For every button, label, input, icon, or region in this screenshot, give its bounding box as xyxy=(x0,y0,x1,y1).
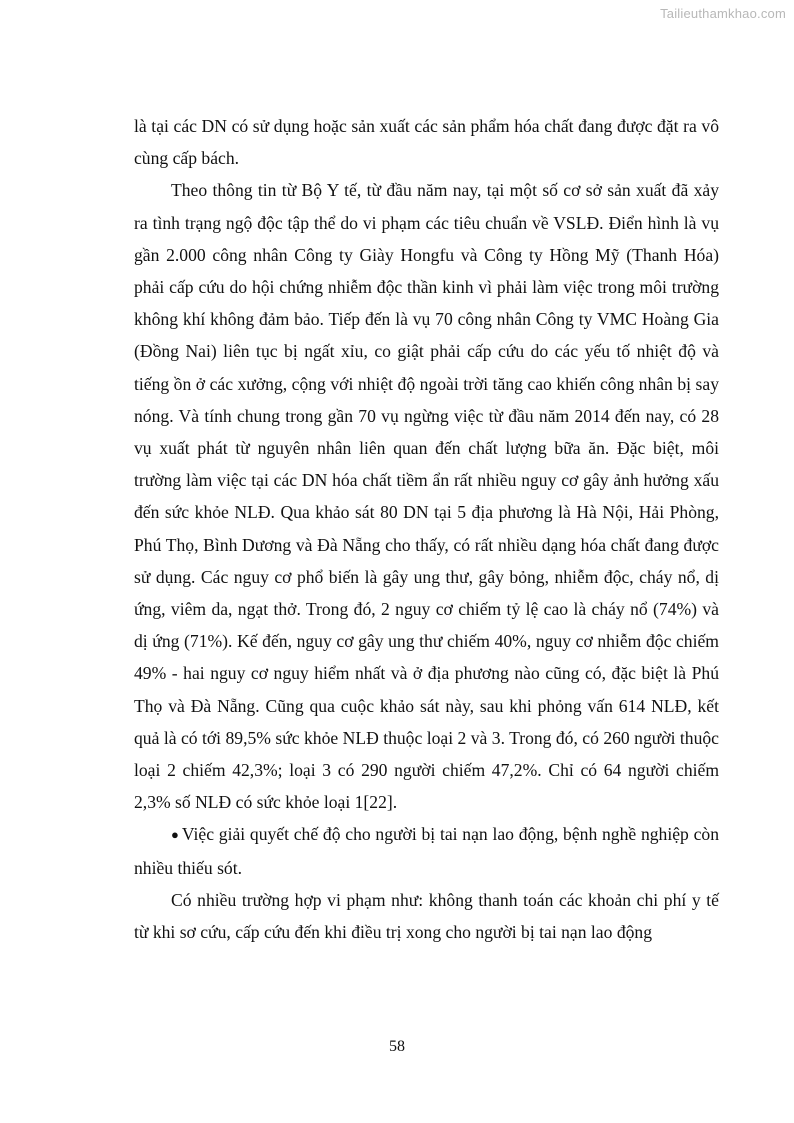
paragraph-continuation: là tại các DN có sử dụng hoặc sản xuất các sản phẩm hóa chất đang được đặt ra vô cùng cấp bách. xyxy=(134,116,719,169)
paragraph-violations: Có nhiều trường hợp vi phạm như: không thanh toán các khoản chi phí y tế từ khi sơ cứu, cấp cứu đến khi điều trị xong cho người bị tai nạn lao động xyxy=(134,889,719,943)
bullet-text: Việc giải quyết chế độ cho người bị tai nạn lao động, bệnh nghề nghiệp còn nhiều thiếu sót. xyxy=(134,824,719,878)
bullet-heading-compensation xyxy=(134,818,719,883)
bullet-icon: ● xyxy=(171,827,179,843)
paragraph-poisoning-incidents: Theo thông tin từ Bộ Y tế, từ đầu năm nay, tại một số cơ sở sản xuất đã xảy ra tình trạng ngộ độc tập thể do vi phạm các tiêu chuẩn về VSLĐ. Điển hình là vụ gần 2.000 công nhân Công ty Giày Hongfu và Công ty Hồng Mỹ (Thanh Hóa) phải cấp cứu do hội chứng nhiễm độc thần kinh vì phải làm việc trong môi trường không khí không đảm bảo. Tiếp đến là vụ 70 công nhân Công ty VMC Hoàng Gia (Đồng Nai) liên tục bị ngất xỉu, co giật phải cấp cứu do các yếu tố nhiệt độ và tiếng ồn ở các xưởng, cộng với nhiệt độ ngoài trời tăng cao khiến công nhân bị say nóng. Và tính chung trong gần 70 vụ ngừng việc từ đầu năm 2014 đến nay, có 28 vụ xuất phát từ nguyên nhân liên quan đến chất lượng bữa ăn. Đặc biệt, môi trường làm việc tại các DN hóa chất tiềm ẩn rất nhiều nguy cơ gây ảnh hưởng xấu đến sức khỏe NLĐ. Qua khảo sát 80 DN tại 5 địa phương là Hà Nội, Hải Phòng, Phú Thọ, Bình Dương và Đà Nẵng cho thấy, có rất nhiều dạng hóa chất đang được sử dụng. Các nguy cơ phổ biến là gây ung thư, gây bỏng, nhiễm độc, cháy nổ, dị ứng, viêm da, ngạt thở. Trong đó, 2 nguy cơ chiếm tỷ lệ cao là cháy nổ (74%) và dị ứng (71%). Kế đến, nguy cơ gây ung thư chiếm 40%, nguy cơ nhiễm độc chiếm 49% - hai nguy cơ nguy hiểm nhất và ở địa phương nào cũng có, đặc biệt là Phú Thọ và Đà Nẵng. Cũng qua cuộc khảo sát này, sau khi phỏng vấn 614 NLĐ, kết quả là có tới 89,5% sức khỏe NLĐ thuộc loại 2 và 3. Trong đó, có 260 người thuộc loại 2 chiếm 42,3%; loại 3 có 290 người chiếm 47,2%. Chỉ có 64 người chiếm 2,3% số NLĐ có sức khỏe loại 1[22]. xyxy=(134,180,719,813)
page-number: 58 xyxy=(389,1038,405,1055)
page-body xyxy=(134,110,719,948)
watermark: Tailieuthamkhao.com xyxy=(660,6,786,21)
